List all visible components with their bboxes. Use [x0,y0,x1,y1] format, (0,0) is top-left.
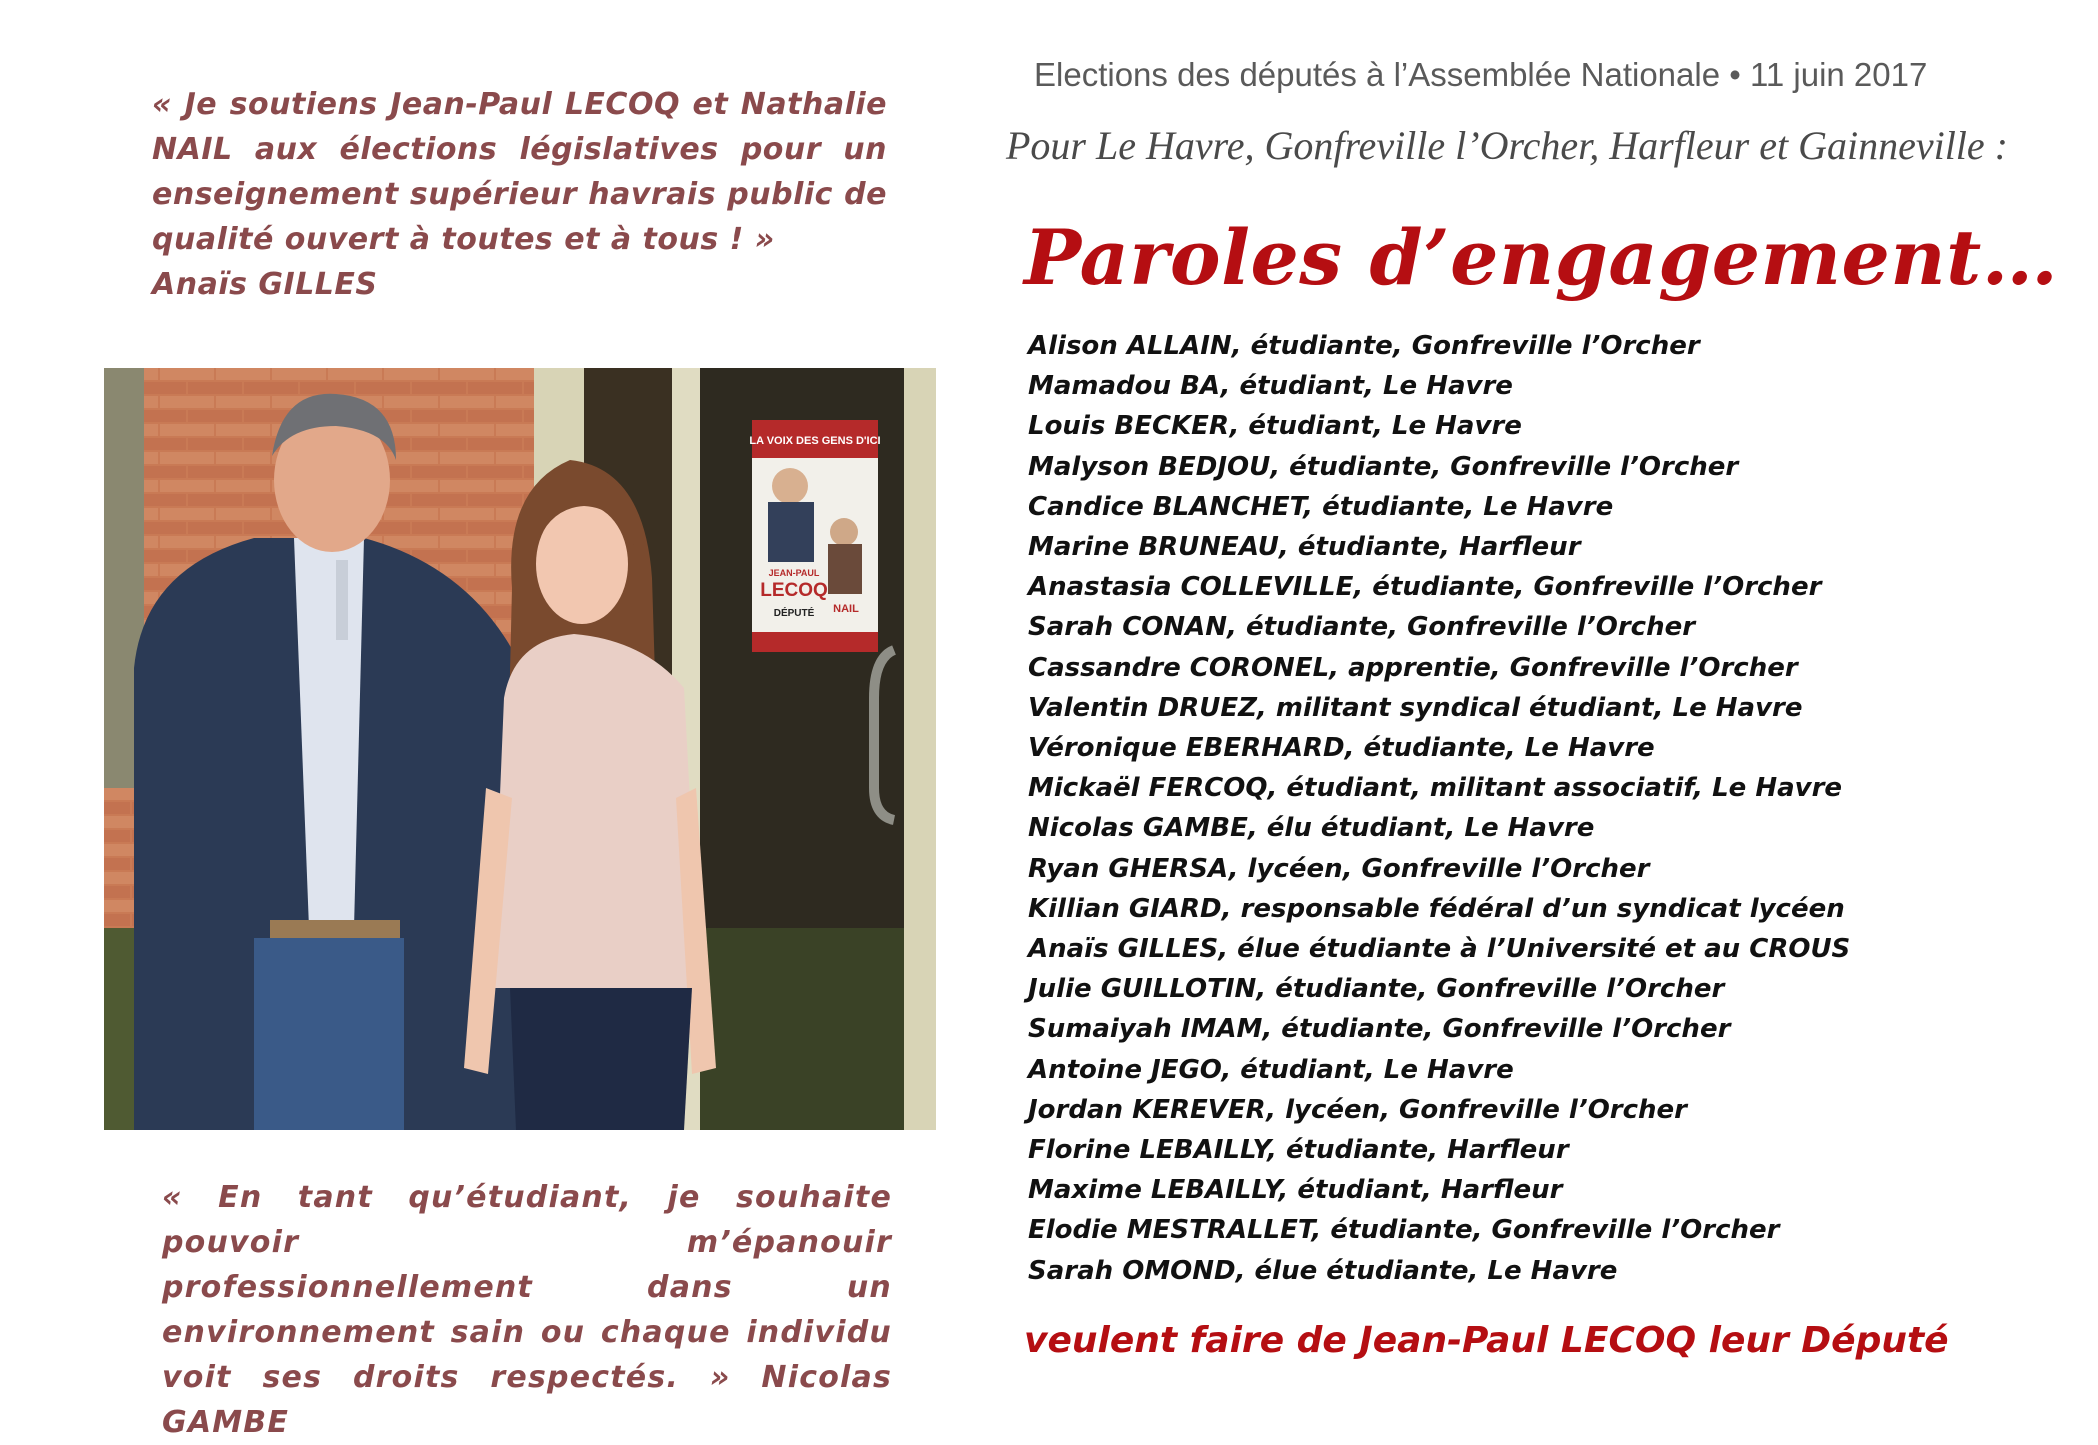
signatory-item: Marine BRUNEAU, étudiante, Harfleur [1028,532,1581,563]
quote-top-text: « Je soutiens Jean-Paul LECOQ et Nathalie NAIL aux élections législatives pour un enseignement supérieur havrais public de qualité ouvert à toutes et à tous ! » [152,87,887,257]
quote-bottom [162,1175,892,1445]
signatory-item: Mickaël FERCOQ, étudiant, militant associatif, Le Havre [1028,773,1843,804]
quote-top [152,82,887,307]
signatory-item: Louis BECKER, étudiant, Le Havre [1028,411,1522,442]
page-title: Paroles d’engagement… [1024,213,2059,302]
signatory-item: Sarah OMOND, élue étudiante, Le Havre [1028,1255,1618,1286]
signatory-item: Anaïs GILLES, élue étudiante à l’Université et au CROUS [1028,934,1851,965]
signatory-item: Anastasia COLLEVILLE, étudiante, Gonfreville l’Orcher [1028,572,1822,603]
signatory-item: Florine LEBAILLY, étudiante, Harfleur [1028,1135,1569,1166]
campaign-poster [749,420,880,652]
signatory-item: Elodie MESTRALLET, étudiante, Gonfreville l’Orcher [1028,1215,1780,1246]
poster-substitute: NAIL [833,603,859,615]
poster-role: DÉPUTÉ [773,608,815,619]
signatory-item: Maxime LEBAILLY, étudiant, Harfleur [1028,1175,1563,1206]
poster-first-name: JEAN-PAUL [768,568,820,578]
poster-last-name: LECOQ [760,580,828,601]
campaign-photo [104,368,936,1130]
signatory-item: Killian GIARD, responsable fédéral d’un syndicat lycéen [1028,893,1845,924]
signatory-list [1028,326,1850,1291]
signatory-item: Mamadou BA, étudiant, Le Havre [1028,371,1513,402]
signatory-item: Candice BLANCHET, étudiante, Le Havre [1028,491,1614,522]
signatory-item: Sarah CONAN, étudiante, Gonfreville l’Orcher [1028,612,1696,643]
signatory-item: Valentin DRUEZ, militant syndical étudiant, Le Havre [1028,692,1803,723]
signatory-item: Antoine JEGO, étudiant, Le Havre [1028,1054,1514,1085]
signatory-item: Jordan KEREVER, lycéen, Gonfreville l’Orcher [1028,1094,1688,1125]
quote-top-author: Anaïs GILLES [152,267,378,302]
signatory-item: Julie GUILLOTIN, étudiante, Gonfreville l’Orcher [1028,974,1725,1005]
poster-headline: LA VOIX DES GENS D'ICI [749,435,881,447]
signatory-item: Cassandre CORONEL, apprentie, Gonfreville l’Orcher [1028,652,1798,683]
election-line: Elections des députés à l’Assemblée Nationale • 11 juin 2017 [1034,56,1928,93]
signatory-item: Ryan GHERSA, lycéen, Gonfreville l’Orcher [1028,853,1650,884]
signatory-item: Malyson BEDJOU, étudiante, Gonfreville l’Orcher [1028,451,1739,482]
signatory-item: Sumaiyah IMAM, étudiante, Gonfreville l’Orcher [1028,1014,1731,1045]
signatory-item: Alison ALLAIN, étudiante, Gonfreville l’Orcher [1028,331,1700,361]
closing-line: veulent faire de Jean-Paul LECOQ leur Député [1024,1320,1949,1361]
towns-line: Pour Le Havre, Gonfreville l’Orcher, Harfleur et Gainneville : [1006,123,2008,168]
signatory-item: Nicolas GAMBE, élu étudiant, Le Havre [1028,813,1595,844]
quote-bottom-text: « En tant qu’étudiant, je souhaite pouvoir m’épanouir professionnellement dans un environnement sain ou chaque individu voit ses droits respectés. » Nicolas GAMBE [162,1180,892,1440]
signatory-item: Véronique EBERHARD, étudiante, Le Havre [1028,733,1655,764]
